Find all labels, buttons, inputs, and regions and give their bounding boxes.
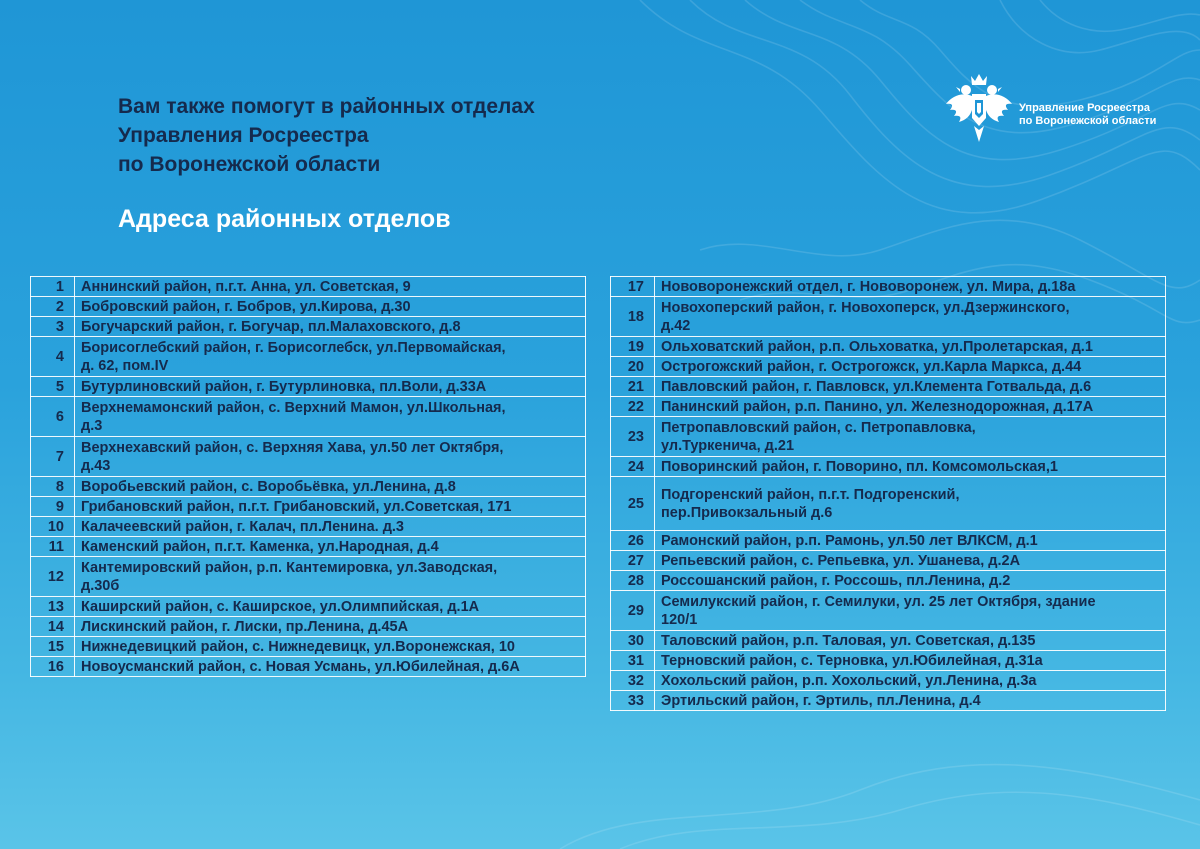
row-address: Богучарский район, г. Богучар, пл.Малаховского, д.8	[75, 317, 586, 337]
row-address: Воробьевский район, с. Воробьёвка, ул.Ленина, д.8	[75, 477, 586, 497]
row-number: 21	[611, 377, 655, 397]
row-address: Аннинский район, п.г.т. Анна, ул. Советская, 9	[75, 277, 586, 297]
table-row	[31, 517, 586, 537]
row-number: 19	[611, 337, 655, 357]
table-row	[611, 651, 1166, 671]
row-address: Нижнедевицкий район, с. Нижнедевицк, ул.Воронежская, 10	[75, 637, 586, 657]
row-number: 25	[611, 477, 655, 531]
table-row	[31, 497, 586, 517]
page-heading	[118, 92, 535, 179]
row-address: Нововоронежский отдел, г. Нововоронеж, ул. Мира, д.18а	[655, 277, 1166, 297]
row-number: 17	[611, 277, 655, 297]
table-row	[31, 597, 586, 617]
table-row	[31, 397, 586, 437]
row-address: Лискинский район, г. Лиски, пр.Ленина, д.45А	[75, 617, 586, 637]
row-number: 23	[611, 417, 655, 457]
row-address: Бобровский район, г. Бобров, ул.Кирова, д.30	[75, 297, 586, 317]
table-row	[31, 377, 586, 397]
row-number: 5	[31, 377, 75, 397]
row-number: 31	[611, 651, 655, 671]
row-address: Терновский район, с. Терновка, ул.Юбилейная, д.31а	[655, 651, 1166, 671]
heading-line: Управления Росреестра	[118, 124, 369, 147]
row-address: Рамонский район, р.п. Рамонь, ул.50 лет ВЛКСМ, д.1	[655, 531, 1166, 551]
table-row	[611, 397, 1166, 417]
row-address: Верхнехавский район, с. Верхняя Хава, ул.50 лет Октября, д.43	[75, 437, 586, 477]
row-address: Панинский район, р.п. Панино, ул. Железнодорожная, д.17А	[655, 397, 1166, 417]
row-address: Петропавловский район, с. Петропавловка, ул.Туркенича, д.21	[655, 417, 1166, 457]
row-address: Таловский район, р.п. Таловая, ул. Советская, д.135	[655, 631, 1166, 651]
table-row	[31, 537, 586, 557]
row-number: 13	[31, 597, 75, 617]
logo-caption-line: по Воронежской области	[1019, 115, 1157, 127]
row-address: Каменский район, п.г.т. Каменка, ул.Народная, д.4	[75, 537, 586, 557]
logo-caption-line: Управление Росреестра	[1019, 102, 1150, 114]
row-address: Кантемировский район, р.п. Кантемировка, ул.Заводская, д.30б	[75, 557, 586, 597]
row-address: Россошанский район, г. Россошь, пл.Ленина, д.2	[655, 571, 1166, 591]
row-address: Новоусманский район, с. Новая Усмань, ул.Юбилейная, д.6А	[75, 657, 586, 677]
table-row	[611, 297, 1166, 337]
table-row	[611, 477, 1166, 531]
row-address: Каширский район, с. Каширское, ул.Олимпийская, д.1А	[75, 597, 586, 617]
district-offices-table-left	[30, 276, 586, 677]
row-number: 29	[611, 591, 655, 631]
row-address: Грибановский район, п.г.т. Грибановский, ул.Советская, 171	[75, 497, 586, 517]
table-row	[611, 337, 1166, 357]
table-row	[31, 437, 586, 477]
table-row	[31, 657, 586, 677]
table-row	[611, 377, 1166, 397]
row-number: 4	[31, 337, 75, 377]
row-number: 9	[31, 497, 75, 517]
row-number: 12	[31, 557, 75, 597]
rosreestr-logo	[944, 72, 1164, 144]
table-row	[611, 571, 1166, 591]
row-address: Эртильский район, г. Эртиль, пл.Ленина, д.4	[655, 691, 1166, 711]
row-number: 1	[31, 277, 75, 297]
row-number: 6	[31, 397, 75, 437]
row-number: 28	[611, 571, 655, 591]
row-address: Поворинский район, г. Поворино, пл. Комсомольская,1	[655, 457, 1166, 477]
row-address: Борисоглебский район, г. Борисоглебск, ул.Первомайская, д. 62, пом.IV	[75, 337, 586, 377]
table-row	[31, 277, 586, 297]
row-number: 15	[31, 637, 75, 657]
heading-line: Вам также помогут в районных отделах	[118, 95, 535, 118]
row-address: Калачеевский район, г. Калач, пл.Ленина. д.3	[75, 517, 586, 537]
row-number: 24	[611, 457, 655, 477]
district-offices-table-right	[610, 276, 1166, 711]
row-number: 7	[31, 437, 75, 477]
row-number: 26	[611, 531, 655, 551]
table-row	[31, 337, 586, 377]
row-number: 20	[611, 357, 655, 377]
table-row	[31, 477, 586, 497]
row-number: 18	[611, 297, 655, 337]
row-number: 14	[31, 617, 75, 637]
row-address: Ольховатский район, р.п. Ольховатка, ул.Пролетарская, д.1	[655, 337, 1166, 357]
row-address: Репьевский район, с. Репьевка, ул. Ушанева, д.2А	[655, 551, 1166, 571]
row-address: Верхнемамонский район, с. Верхний Мамон, ул.Школьная, д.3	[75, 397, 586, 437]
row-address: Павловский район, г. Павловск, ул.Клемента Готвальда, д.6	[655, 377, 1166, 397]
table-row	[611, 357, 1166, 377]
row-number: 2	[31, 297, 75, 317]
row-number: 27	[611, 551, 655, 571]
table-row	[611, 591, 1166, 631]
table-row	[611, 277, 1166, 297]
double-headed-eagle-emblem-icon	[944, 72, 1014, 144]
table-row	[611, 457, 1166, 477]
table-row	[611, 531, 1166, 551]
row-address: Подгоренский район, п.г.т. Подгоренский, пер.Привокзальный д.6	[655, 477, 1166, 531]
table-row	[611, 417, 1166, 457]
row-number: 32	[611, 671, 655, 691]
section-title: Адреса районных отделов	[118, 205, 451, 233]
row-address: Острогожский район, г. Острогожск, ул.Карла Маркса, д.44	[655, 357, 1166, 377]
table-row	[611, 551, 1166, 571]
row-address: Бутурлиновский район, г. Бутурлиновка, пл.Воли, д.33А	[75, 377, 586, 397]
row-number: 16	[31, 657, 75, 677]
row-number: 22	[611, 397, 655, 417]
row-number: 10	[31, 517, 75, 537]
heading-line: по Воронежской области	[118, 153, 381, 176]
row-address: Хохольский район, р.п. Хохольский, ул.Ленина, д.3а	[655, 671, 1166, 691]
row-address: Семилукский район, г. Семилуки, ул. 25 лет Октября, здание 120/1	[655, 591, 1166, 631]
row-number: 3	[31, 317, 75, 337]
table-row	[611, 671, 1166, 691]
row-number: 30	[611, 631, 655, 651]
table-row	[31, 297, 586, 317]
logo-caption	[1019, 102, 1156, 128]
table-row	[31, 557, 586, 597]
table-row	[611, 631, 1166, 651]
row-number: 8	[31, 477, 75, 497]
table-row	[31, 317, 586, 337]
row-address: Новохоперский район, г. Новохоперск, ул.Дзержинского, д.42	[655, 297, 1166, 337]
row-number: 33	[611, 691, 655, 711]
table-row	[31, 617, 586, 637]
table-row	[31, 637, 586, 657]
table-row	[611, 691, 1166, 711]
row-number: 11	[31, 537, 75, 557]
